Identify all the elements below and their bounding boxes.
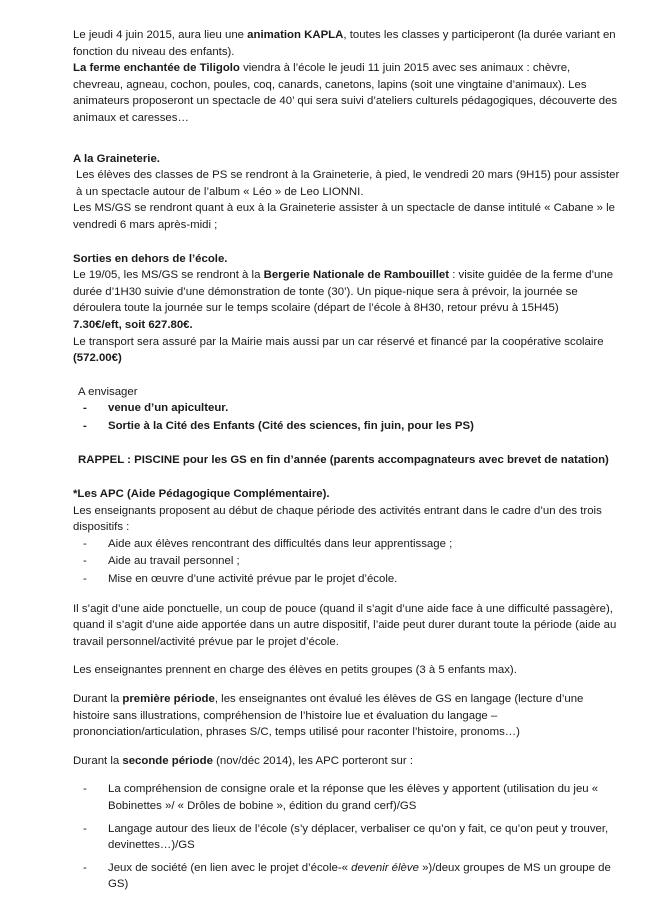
envisager-list: [73, 400, 621, 434]
graineterie-msgs-text: Les MS/GS se rendront quant à eux à la Graineterie assister à un spectacle de danse intitulé « Cabane » le vendredi 6 mars après-midi ;: [73, 202, 616, 231]
list-item: - La compréhension de consigne orale et la réponse que les élèves y apportent (utilisation du jeu « Bobinettes »/ « Drôles de bobine », édition du grand cerf)/GS: [73, 781, 621, 814]
p2-text-end: (nov/déc 2014), les APC porteront sur :: [212, 754, 413, 767]
sorties-text-end: : visite guidée de la ferme d’une durée d’1H30 suivie d’une démonstration de tonte (30’). Un pique-nique sera à prévoir, la journée se déroulera toute la journée sur le temps scolaire (départ de l’école à 8H30, retour prévu à 15H45): [73, 269, 614, 315]
document-page: [73, 27, 621, 899]
list-item: [73, 860, 621, 893]
devenir-eleve: devenir élève: [351, 861, 419, 874]
ferme-title: La ferme enchantée de Tiligolo: [73, 62, 240, 75]
p1-label: première période: [122, 693, 215, 705]
envisager-heading: A envisager: [78, 385, 138, 398]
seconde-periode-list: [73, 781, 621, 893]
apc-heading: *Les APC (Aide Pédagogique Complémentaire).: [73, 488, 330, 501]
list-item: - Langage autour des lieux de l’école (s’y déplacer, verbaliser ce qu’on y fait, ce qu’on peut y trouver, devinettes…)/GS: [73, 821, 621, 854]
list-item: - Aide au travail personnel ;: [73, 553, 621, 570]
list-item: - Mise en œuvre d’une activité prévue par le projet d’école.: [73, 571, 621, 588]
transport-amount: (572.00€): [73, 352, 122, 365]
jeux-text-end: »)/deux groupes de MS un groupe de GS): [108, 861, 611, 891]
rappel-piscine: RAPPEL : PISCINE pour les GS en fin d’année (parents accompagnateurs avec brevet de natation): [78, 454, 609, 467]
apc-intro: Les enseignants proposent au début de chaque période des activités entrant dans le cadre d’un des trois dispositifs :: [73, 504, 602, 534]
apc-groupes-text: Les enseignantes prennent en charge des élèves en petits groupes (3 à 5 enfants max).: [73, 664, 517, 677]
transport-text: Le transport sera assuré par la Mairie mais aussi par un car réservé et financé par la coopérative scolaire: [73, 335, 604, 348]
apc-seconde-periode: [73, 753, 621, 770]
ferme-text: viendra à l’école le jeudi 11 juin 2015 avec ses animaux : chèvre, chevreau, agneau, cochon, poules, coq, canards, canetons, lapins (soit une vingtaine d’animaux). Les animateurs proposeront un spectacle de 40’ qui sera suivi d’ateliers culturels pédagogiques, découverte des animaux et caresses…: [73, 62, 618, 124]
p2-label: seconde période: [122, 754, 213, 767]
kapla-text-end: , toutes les classes y participeront (la durée variant en fonction du niveau des enfants).: [73, 29, 616, 58]
sorties-price: 7.30€/eft, soit 627.80€.: [73, 318, 193, 331]
sorties-heading: Sorties en dehors de l’école.: [73, 252, 228, 265]
list-item: - Aide aux élèves rencontrant des difficultés dans leur apprentissage ;: [73, 536, 621, 553]
kapla-text: Le jeudi 4 juin 2015, aura lieu une: [73, 29, 248, 41]
list-item: - venue d’un apiculteur.: [73, 400, 621, 417]
sorties-paragraph: [73, 267, 621, 317]
sorties-text: Le 19/05, les MS/GS se rendront à la: [73, 269, 264, 282]
kapla-title: animation KAPLA: [247, 29, 344, 41]
bergerie-name: Bergerie Nationale de Rambouillet: [263, 269, 450, 282]
apc-dispositifs-list: [73, 536, 621, 588]
p1-text-end: , les enseignantes ont évalué les élèves de GS en langage (lecture d’une histoire sans illustrations, compréhension de l’histoire lue et évaluation du langage –prononciation/articulation, phrases S/C, temps utilisé pour raconter l’histoire, pronoms…): [73, 693, 584, 739]
p2-text: Durant la: [73, 754, 123, 767]
p1-text: Durant la: [73, 693, 123, 705]
list-item: - Sortie à la Cité des Enfants (Cité des sciences, fin juin, pour les PS): [73, 418, 621, 435]
apc-premiere-periode: [73, 691, 621, 741]
apc-aide-text: Il s’agit d’une aide ponctuelle, un coup de pouce (quand il s’agit d’une aide face à une difficulté passagère), quand il s’agit d’une aide apportée dans un autre dispositif, l’aide peut durer durant toute la période (aide au travail personnel/activité prévue par le projet d’école.: [73, 602, 617, 648]
ferme-paragraph: [73, 60, 621, 126]
graineterie-ps-text: Les élèves des classes de PS se rendront à la Graineterie, à pied, le vendredi 20 mars (9H15) pour assister à un spectacle autour de l’album « Léo » de Leo LIONNI.: [76, 169, 620, 198]
graineterie-heading: A la Graineterie.: [73, 152, 160, 165]
kapla-paragraph: [73, 27, 621, 60]
jeux-text: Jeux de société (en lien avec le projet d’école-«: [108, 861, 352, 874]
